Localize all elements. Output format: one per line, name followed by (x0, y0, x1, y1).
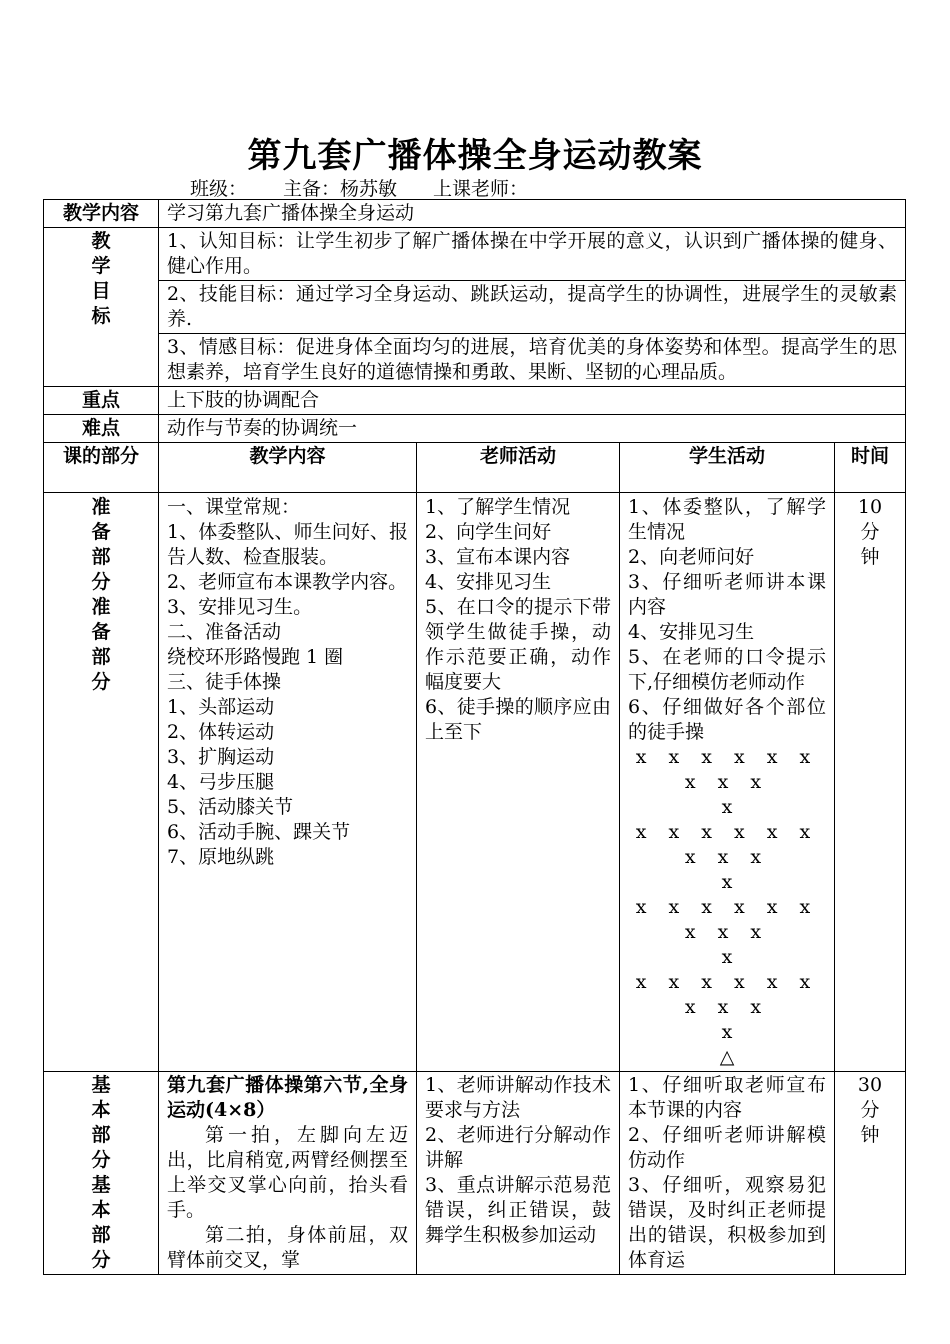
page-title: 第九套广播体操全身运动教案 (247, 136, 703, 176)
formation-row: x x x x x x x x x (635, 971, 819, 1018)
part-char: 备 (91, 521, 111, 543)
prep-content-line: 3、扩胸运动 (167, 746, 275, 768)
prep-content-line: 二、准备活动 (167, 621, 282, 643)
prep-time (835, 493, 906, 1072)
header-content: 教学内容 (159, 443, 417, 493)
basic-teacher-line: 3、重点讲解示范易范错误，纠正错误，鼓舞学生积极参加运动 (425, 1174, 611, 1246)
header-info-line (190, 174, 564, 201)
basic-student-line: 3、仔细听，观察易犯错误，及时纠正老师提出的错误，积极参加到体育运 (628, 1174, 826, 1271)
formation-row: x x x x x x x x x (635, 746, 819, 793)
formation-row: x (721, 871, 733, 893)
part-char: 部 (91, 1124, 111, 1146)
part-char: 基 (91, 1074, 111, 1096)
prep-teacher-line: 6、徒手操的顺序应由上至下 (425, 696, 611, 743)
prep-student-line: 6、仔细做好各个部位 的徒手操 (628, 696, 826, 743)
prep-section-row (44, 493, 906, 1072)
teacher-position-triangle: △ (719, 1046, 735, 1068)
basic-time-line: 分 (860, 1099, 880, 1121)
prep-teacher-line: 1、了解学生情况 (425, 496, 571, 518)
objectives-label-char: 目 (91, 280, 111, 302)
formation-row: x (721, 796, 733, 818)
prep-student-line: 5、在老师的口令提示 下,仔细模仿老师动作 (628, 646, 826, 693)
basic-time (835, 1072, 906, 1275)
part-char: 分 (91, 1249, 111, 1271)
basic-part-label (44, 1072, 159, 1275)
basic-teacher-activity (417, 1072, 620, 1275)
part-char: 分 (91, 571, 111, 593)
basic-student-line: 2、仔细听老师讲解模仿动作 (628, 1124, 826, 1171)
content-row (44, 200, 906, 228)
header-student: 学生活动 (620, 443, 835, 493)
prep-content-line: 2、老师宣布本课教学内容。 (167, 571, 408, 593)
objectives-label-char: 标 (91, 305, 111, 327)
basic-teacher-line: 1、老师讲解动作技术要求与方法 (425, 1074, 611, 1121)
formation-row: x x x x x x x x x (635, 896, 819, 943)
objective-row-1 (44, 228, 906, 281)
part-char: 分 (91, 1149, 111, 1171)
prep-teacher-activity (417, 493, 620, 1072)
difficulty-row (44, 415, 906, 443)
teacher-label: 上课老师： (433, 178, 529, 200)
basic-content (159, 1072, 417, 1275)
header-time: 时间 (835, 443, 906, 493)
prep-content (159, 493, 417, 1072)
basic-time-line: 钟 (860, 1124, 880, 1146)
prep-teacher-line: 5、在口令的提示下带领学生做徒手操，动作示范要正确，动作幅度要大 (425, 596, 611, 693)
prep-student-line: 3、仔细听老师讲本课内容 (628, 571, 826, 618)
class-label: 班级： (190, 178, 248, 200)
prep-content-line: 三、徒手体操 (167, 671, 282, 693)
formation-row: x (721, 1021, 733, 1043)
basic-teacher-line: 2、老师进行分解动作讲解 (425, 1124, 611, 1171)
part-char: 部 (91, 1224, 111, 1246)
objective-skill: 2、技能目标：通过学习全身运动、跳跃运动，提高学生的协调性，进展学生的灵敏素养. (159, 281, 906, 334)
prep-student-activity (620, 493, 835, 1072)
objectives-label-char: 教 (91, 230, 111, 252)
lead-preparer: 主备：杨苏敏 (283, 178, 398, 200)
basic-content-line: 第一拍，左脚向左迈出，比肩稍宽,两臂经侧摆至上举交叉掌心向前，抬头看手。 (167, 1124, 408, 1221)
prep-content-line: 一、课堂常规： (167, 496, 301, 518)
part-char: 部 (91, 646, 111, 668)
header-part: 课的部分 (44, 443, 159, 493)
prep-student-line: 1、体委整队，了解学生情况 (628, 496, 826, 543)
prep-teacher-line: 2、向学生问好 (425, 521, 552, 543)
prep-teacher-line: 4、安排见习生 (425, 571, 552, 593)
objective-row-2 (44, 281, 906, 334)
part-char: 准 (91, 596, 111, 618)
prep-teacher-line: 3、宣布本课内容 (425, 546, 571, 568)
basic-time-line: 30 (857, 1074, 883, 1096)
prep-content-line: 3、安排见习生。 (167, 596, 313, 618)
lesson-plan-table (43, 199, 906, 1275)
part-char: 基 (91, 1174, 111, 1196)
part-char: 本 (91, 1099, 111, 1121)
key-point-label: 重点 (44, 387, 159, 415)
part-char: 部 (91, 546, 111, 568)
difficulty-label: 难点 (44, 415, 159, 443)
prep-content-line: 2、体转运动 (167, 721, 275, 743)
prep-content-line: 绕校环形路慢跑 1 圈 (167, 646, 344, 668)
basic-content-line: 第二拍，身体前屈，双臂体前交叉，掌 (167, 1224, 408, 1271)
part-char: 准 (91, 496, 111, 518)
prep-content-line: 7、原地纵跳 (167, 846, 275, 868)
content-label: 教学内容 (44, 200, 159, 228)
objectives-label-char: 学 (91, 255, 111, 277)
basic-content-title: 第九套广播体操第六节,全身运动(4×8） (167, 1074, 408, 1121)
formation-row: x x x x x x x x x (635, 821, 819, 868)
prep-content-line: 1、体委整队、师生问好、报告人数、检查服装。 (167, 521, 408, 568)
content-value: 学习第九套广播体操全身运动 (159, 200, 906, 228)
key-point-row (44, 387, 906, 415)
part-char: 本 (91, 1199, 111, 1221)
prep-student-line: 2、向老师问好 (628, 546, 755, 568)
key-point-value: 上下肢的协调配合 (159, 387, 906, 415)
prep-content-line: 5、活动膝关节 (167, 796, 294, 818)
objective-affective: 3、情感目标：促进身体全面均匀的进展，培育优美的身体姿势和体型。提高学生的思想素养，培育学生良好的道德情操和勇敢、果断、坚韧的心理品质。 (159, 334, 906, 387)
prep-time-line: 分 (860, 521, 880, 543)
prep-content-line: 4、弓步压腿 (167, 771, 275, 793)
prep-content-line: 6、活动手腕、踝关节 (167, 821, 351, 843)
part-char: 分 (91, 671, 111, 693)
prep-part-label (44, 493, 159, 1072)
objective-row-3 (44, 334, 906, 387)
formation-row: x (721, 946, 733, 968)
objectives-label (44, 228, 159, 387)
basic-student-line: 1、仔细听取老师宣布本节课的内容 (628, 1074, 826, 1121)
part-char: 备 (91, 621, 111, 643)
basic-section-row (44, 1072, 906, 1275)
prep-content-line: 1、头部运动 (167, 696, 275, 718)
prep-time-line: 钟 (860, 546, 880, 568)
basic-student-activity (620, 1072, 835, 1275)
objective-cognitive: 1、认知目标：让学生初步了解广播体操在中学开展的意义，认识到广播体操的健身、健心作用。 (159, 228, 906, 281)
prep-student-line: 4、安排见习生 (628, 621, 755, 643)
column-header-row (44, 443, 906, 493)
prep-time-line: 10 (857, 496, 883, 518)
header-teacher: 老师活动 (417, 443, 620, 493)
difficulty-value: 动作与节奏的协调统一 (159, 415, 906, 443)
